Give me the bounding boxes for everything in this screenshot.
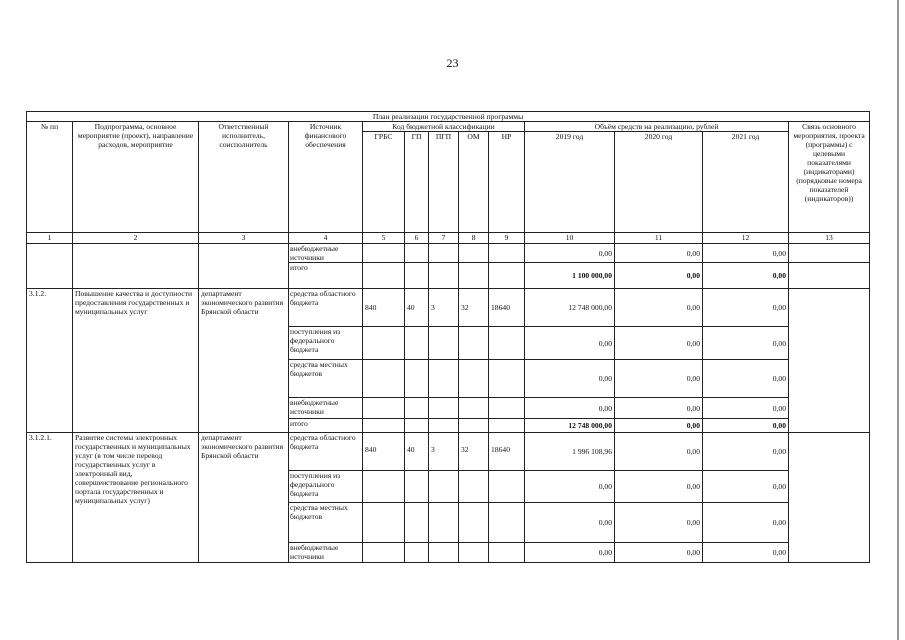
column-number: 1 [27, 233, 73, 244]
header-source: Источник финансового обеспечения [289, 122, 363, 233]
code-grbs: 840 [363, 433, 405, 471]
column-number: 9 [489, 233, 525, 244]
header-subprogram: Подпрограмма, основное мероприятие (проект), направление расходов, мероприятие [73, 122, 199, 233]
value-2019: 0,00 [525, 398, 615, 419]
responsible-executor: департамент экономического развития Брянской области [199, 433, 289, 563]
value-2020: 0,00 [615, 244, 703, 263]
table-caption-row [27, 112, 870, 122]
column-number: 4 [289, 233, 363, 244]
source-cell: внебюджетные источники [289, 244, 363, 263]
column-number: 3 [199, 233, 289, 244]
value-2021: 0,00 [703, 419, 789, 433]
value-2021: 0,00 [703, 327, 789, 360]
value-2020: 0,00 [615, 419, 703, 433]
table-row [27, 289, 870, 327]
code-gp: 40 [405, 433, 429, 471]
source-cell: итого [289, 263, 363, 289]
source-cell: поступления из федерального бюджета [289, 471, 363, 503]
value-2019: 0,00 [525, 327, 615, 360]
value-2019: 1 100 000,00 [525, 263, 615, 289]
table-row [27, 433, 870, 471]
header-2021: 2021 год [703, 132, 789, 233]
measure-name: Повышение качества и доступности предоставления государственных и муниципальных услуг [73, 289, 199, 433]
code-om: 32 [459, 289, 489, 327]
column-number: 10 [525, 233, 615, 244]
source-cell: поступления из федерального бюджета [289, 327, 363, 360]
column-number: 7 [429, 233, 459, 244]
value-2020: 0,00 [615, 503, 703, 543]
header-link: Связь основного мероприятия, проекта (программы) с целевыми показателями (индикаторами) (порядковые номера показателей (индикаторов)) [789, 122, 870, 233]
value-2020: 0,00 [615, 289, 703, 327]
measure-name: Развитие системы электронных государственных и муниципальных услуг (в том числе перевод государственных услуг в электронный вид, совершенствование регионального портала государственных и муниципальных услуг) [73, 433, 199, 563]
value-2019: 0,00 [525, 244, 615, 263]
column-number: 6 [405, 233, 429, 244]
code-np: 18640 [489, 289, 525, 327]
table-caption: План реализации государственной программы [27, 112, 870, 122]
source-cell: внебюджетные источники [289, 398, 363, 419]
value-2021: 0,00 [703, 244, 789, 263]
code-pgp: 3 [429, 289, 459, 327]
value-2019: 0,00 [525, 543, 615, 563]
column-number: 5 [363, 233, 405, 244]
header-2020: 2020 год [615, 132, 703, 233]
program-plan-table [26, 111, 870, 563]
code-pgp: 3 [429, 433, 459, 471]
column-number: 8 [459, 233, 489, 244]
value-2021: 0,00 [703, 263, 789, 289]
table-row [27, 244, 870, 263]
value-2021: 0,00 [703, 543, 789, 563]
value-2021: 0,00 [703, 471, 789, 503]
row-number: 3.1.2. [27, 289, 73, 433]
page-number: 23 [446, 56, 459, 70]
value-2019: 0,00 [525, 503, 615, 543]
value-2021: 0,00 [703, 360, 789, 398]
header-row-1 [27, 122, 870, 132]
column-number: 12 [703, 233, 789, 244]
page-edge-shadow [897, 0, 899, 640]
header-np: НР [489, 132, 525, 233]
source-cell: средства областного бюджета [289, 289, 363, 327]
row-number: 3.1.2.1. [27, 433, 73, 563]
value-2020: 0,00 [615, 471, 703, 503]
header-num: № пп [27, 122, 73, 233]
value-2021: 0,00 [703, 433, 789, 471]
value-2020: 0,00 [615, 433, 703, 471]
value-2020: 0,00 [615, 398, 703, 419]
value-2019: 0,00 [525, 360, 615, 398]
source-cell: средства областного бюджета [289, 433, 363, 471]
header-pgp: ПГП [429, 132, 459, 233]
code-gp: 40 [405, 289, 429, 327]
header-grbs: ГРБС [363, 132, 405, 233]
header-2019: 2019 год [525, 132, 615, 233]
code-om: 32 [459, 433, 489, 471]
code-grbs: 840 [363, 289, 405, 327]
column-number: 2 [73, 233, 199, 244]
value-2021: 0,00 [703, 398, 789, 419]
code-np: 18640 [489, 433, 525, 471]
header-budget-code: Код бюджетной классификации [363, 122, 525, 132]
value-2019: 0,00 [525, 471, 615, 503]
value-2021: 0,00 [703, 503, 789, 543]
source-cell: итого [289, 419, 363, 433]
source-cell: средства местных бюджетов [289, 360, 363, 398]
value-2020: 0,00 [615, 263, 703, 289]
header-responsible: Ответственный исполнитель, соисполнитель [199, 122, 289, 233]
source-cell: средства местных бюджетов [289, 503, 363, 543]
column-number: 11 [615, 233, 703, 244]
value-2019: 12 748 000,00 [525, 419, 615, 433]
header-amount: Объём средств на реализацию, рублей [525, 122, 789, 132]
source-cell: внебюджетные источники [289, 543, 363, 563]
responsible-executor: департамент экономического развития Брянской области [199, 289, 289, 433]
value-2021: 0,00 [703, 289, 789, 327]
column-number: 13 [789, 233, 870, 244]
header-gp: ГП [405, 132, 429, 233]
value-2020: 0,00 [615, 543, 703, 563]
column-number-row [27, 233, 870, 244]
value-2019: 1 996 108,96 [525, 433, 615, 471]
value-2019: 12 748 000,00 [525, 289, 615, 327]
value-2020: 0,00 [615, 360, 703, 398]
header-om: ОМ [459, 132, 489, 233]
value-2020: 0,00 [615, 327, 703, 360]
